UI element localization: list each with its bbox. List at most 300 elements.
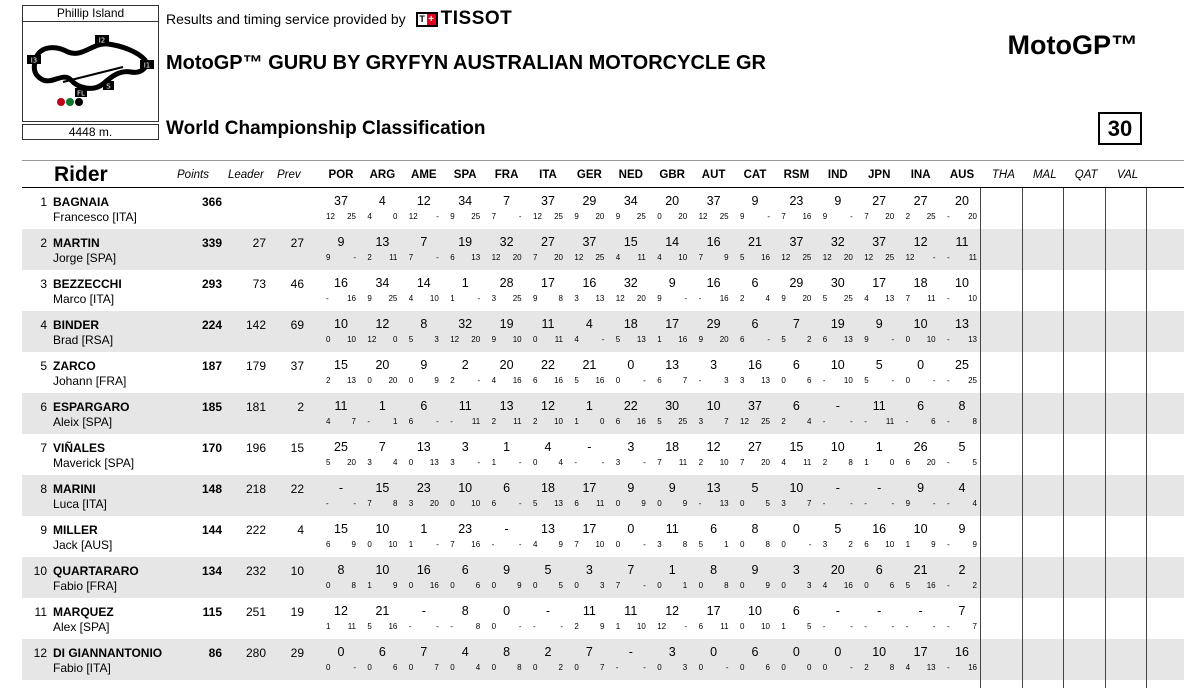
race-points: 25 (636, 212, 646, 221)
sprint-points: 0 (408, 663, 414, 672)
race-result-cell (694, 639, 734, 680)
table-row (22, 188, 1184, 229)
race-total-points: 32 (830, 235, 845, 249)
sprint-points: 9 (698, 335, 704, 344)
race-result-cell (652, 598, 692, 639)
race-column-header: THA (991, 169, 1015, 181)
race-total-points: 21 (748, 235, 762, 249)
race-column-header: GER (576, 169, 602, 181)
race-points: 25 (885, 253, 895, 262)
sprint-points: 3 (491, 294, 497, 303)
race-result-cell (362, 475, 402, 516)
race-total-points: 10 (375, 563, 390, 577)
race-points: 5 (806, 622, 812, 631)
race-points: 20 (554, 253, 563, 262)
sprint-points: - (698, 376, 702, 385)
race-result-cell (569, 516, 609, 557)
race-total-points: 16 (706, 276, 721, 290)
race-result-cell (528, 393, 568, 434)
sprint-points: 6 (450, 253, 455, 262)
rider-last-name: QUARTARARO (53, 564, 139, 578)
race-total-points: 9 (668, 276, 676, 290)
sprint-points: - (905, 417, 909, 426)
rider-gap-leader: 73 (252, 277, 266, 291)
rider-last-name: MILLER (53, 523, 98, 537)
race-total-points: 25 (955, 358, 969, 372)
race-total-points: 1 (420, 522, 428, 536)
sprint-points: 5 (408, 335, 414, 344)
race-points: 0 (392, 212, 398, 221)
race-result-cell (528, 270, 568, 311)
race-result-cell (735, 516, 775, 557)
sprint-points: 12 (326, 212, 335, 221)
race-column-header: QAT (1074, 169, 1098, 181)
column-divider (980, 188, 981, 688)
race-total-points: 7 (378, 440, 386, 454)
race-total-points: 9 (337, 235, 345, 249)
race-total-points: 6 (751, 276, 759, 290)
race-result-cell (652, 352, 692, 393)
race-points: - (353, 499, 356, 508)
race-total-points: 11 (955, 235, 969, 249)
rider-last-name: BEZZECCHI (53, 277, 122, 291)
race-points: - (850, 622, 853, 631)
sprint-points: - (822, 499, 826, 508)
race-points: 8 (889, 663, 895, 672)
sprint-points: 5 (367, 622, 372, 631)
race-result-cell (818, 188, 858, 229)
race-points: 8 (475, 622, 481, 631)
race-result-cell (445, 639, 485, 680)
race-points: - (891, 376, 895, 385)
race-points: 4 (475, 663, 481, 672)
race-points: 10 (471, 499, 481, 508)
race-total-points: 4 (585, 317, 593, 331)
sprint-points: 4 (491, 376, 497, 385)
sprint-points: 0 (491, 581, 497, 590)
rider-first-name: Fabio [ITA] (53, 661, 111, 675)
race-points: 9 (724, 253, 729, 262)
sprint-points: 5 (698, 540, 704, 549)
race-column-header: ITA (539, 169, 557, 181)
sprint-points: 1 (450, 294, 455, 303)
race-points: - (850, 212, 853, 221)
race-points: - (477, 458, 481, 467)
race-result-cell (445, 393, 485, 434)
sprint-points: 0 (698, 581, 704, 590)
race-points: 16 (678, 335, 688, 344)
race-points: 13 (595, 294, 605, 303)
race-points: - (684, 294, 688, 303)
race-total-points: 9 (834, 194, 842, 208)
race-points: 11 (596, 499, 605, 508)
race-total-points: 5 (834, 522, 842, 536)
race-points: 1 (392, 417, 398, 426)
sprint-points: 12 (615, 294, 625, 303)
race-total-points: 0 (627, 522, 635, 536)
race-column-header: FRA (494, 169, 519, 181)
race-result-cell (404, 311, 444, 352)
race-total-points: 0 (792, 522, 800, 536)
race-total-points: 13 (416, 440, 431, 454)
rider-gap-prev: 15 (290, 441, 304, 455)
sprint-points: - (326, 499, 329, 508)
race-result-cell (694, 393, 734, 434)
race-result-cell (652, 434, 692, 475)
race-points: - (643, 376, 646, 385)
race-result-cell (528, 229, 568, 270)
sprint-points: - (864, 417, 867, 426)
race-points: 9 (392, 581, 398, 590)
race-total-points: 0 (834, 645, 842, 659)
race-result-cell (569, 352, 609, 393)
sprint-points: 5 (822, 294, 828, 303)
sprint-points: 5 (781, 335, 786, 344)
race-points: - (891, 622, 895, 631)
race-total-points: 7 (627, 563, 635, 577)
sprint-points: 7 (533, 253, 538, 262)
race-total-points: 12 (913, 235, 928, 249)
race-points: - (436, 417, 439, 426)
race-points: 16 (429, 581, 439, 590)
race-result-cell (611, 598, 651, 639)
race-total-points: 6 (710, 522, 718, 536)
sprint-points: 2 (367, 253, 372, 262)
rider-gap-prev: 4 (297, 523, 304, 537)
race-total-points: 9 (875, 317, 883, 331)
race-result-cell (818, 639, 858, 680)
race-result-cell (694, 311, 734, 352)
race-total-points: - (835, 604, 840, 618)
race-result-cell (942, 434, 982, 475)
rider-gap-leader: 222 (245, 523, 266, 537)
race-result-cell (445, 475, 485, 516)
table-row (22, 639, 1184, 680)
race-total-points: 16 (872, 522, 887, 536)
race-total-points: 5 (544, 563, 552, 577)
race-points: - (518, 458, 522, 467)
race-total-points: 8 (337, 563, 345, 577)
sprint-points: 4 (822, 581, 828, 590)
sprint-points: 5 (326, 458, 331, 467)
race-total-points: 11 (624, 604, 638, 618)
race-total-points: 15 (789, 440, 804, 454)
rider-gap-prev: 19 (290, 605, 304, 619)
race-result-cell (321, 598, 361, 639)
sprint-points: 1 (574, 417, 579, 426)
sprint-points: 5 (657, 417, 662, 426)
race-total-points: 19 (458, 235, 473, 249)
rider-gap-leader: 179 (245, 359, 266, 373)
sprint-points: 4 (864, 294, 869, 303)
race-result-cell (776, 475, 816, 516)
sprint-points: 0 (367, 540, 372, 549)
race-total-points: - (545, 604, 551, 618)
race-total-points: 17 (541, 276, 555, 290)
race-result-cell (735, 475, 775, 516)
race-total-points: 37 (582, 235, 597, 249)
race-points: 1 (724, 540, 729, 549)
race-result-cell (445, 516, 485, 557)
race-result-cell (445, 557, 485, 598)
rider-points: 185 (201, 400, 222, 414)
race-result-cell (859, 229, 899, 270)
race-points: 13 (926, 663, 936, 672)
race-result-cell (735, 311, 775, 352)
race-total-points: 19 (499, 317, 514, 331)
race-points: 3 (434, 335, 439, 344)
race-result-cell (652, 516, 692, 557)
race-total-points: 17 (582, 481, 597, 495)
race-result-cell (487, 434, 527, 475)
sprint-points: 6 (533, 376, 538, 385)
race-points: 11 (347, 622, 356, 631)
sprint-points: 12 (822, 253, 832, 262)
race-points: 0 (392, 335, 398, 344)
race-total-points: 3 (710, 358, 718, 372)
sprint-points: - (450, 622, 453, 631)
rider-position: 3 (40, 277, 47, 291)
race-result-cell (735, 188, 775, 229)
race-total-points: 11 (872, 399, 886, 413)
race-total-points: 21 (582, 358, 597, 372)
race-result-cell (776, 311, 816, 352)
sprint-points: 12 (533, 212, 542, 221)
race-points: 16 (636, 417, 646, 426)
race-result-cell (404, 557, 444, 598)
race-points: 2 (972, 581, 977, 590)
table-row (22, 393, 1184, 434)
race-result-cell (694, 229, 734, 270)
race-points: 20 (678, 212, 688, 221)
race-column-header: ARG (369, 169, 396, 181)
sprint-points: 9 (615, 212, 621, 221)
sprint-points: 0 (533, 663, 538, 672)
sprint-points: 4 (574, 335, 579, 344)
race-total-points: 6 (751, 645, 759, 659)
race-points: - (891, 335, 895, 344)
race-result-cell (404, 393, 444, 434)
race-total-points: 9 (751, 194, 759, 208)
sprint-points: 12 (698, 212, 708, 221)
race-result-cell (487, 393, 527, 434)
race-result-cell (569, 229, 609, 270)
tissot-cross-icon: T + (416, 12, 438, 27)
race-points: 16 (512, 376, 522, 385)
race-points: 10 (595, 540, 605, 549)
race-points: 16 (802, 212, 812, 221)
race-total-points: 27 (872, 194, 887, 208)
race-points: 16 (968, 663, 977, 672)
rider-position: 5 (40, 359, 47, 373)
sprint-points: 12 (740, 417, 749, 426)
race-points: 11 (968, 253, 977, 262)
sprint-points: 12 (657, 622, 667, 631)
race-result-cell (528, 188, 568, 229)
race-points: 8 (517, 663, 522, 672)
race-total-points: 3 (627, 440, 635, 454)
rider-gap-prev: 37 (290, 359, 304, 373)
race-result-cell (859, 352, 899, 393)
race-result-cell (694, 475, 734, 516)
race-points: 25 (719, 212, 729, 221)
race-total-points: 0 (710, 645, 718, 659)
race-points: 5 (972, 458, 977, 467)
race-total-points: - (628, 645, 633, 659)
race-points: 9 (765, 581, 770, 590)
race-result-cell (362, 188, 402, 229)
race-points: 8 (682, 540, 688, 549)
race-column-header: RSM (783, 169, 810, 181)
race-result-cell (694, 188, 734, 229)
sprint-points: 2 (740, 294, 745, 303)
race-points: 25 (843, 294, 853, 303)
rider-last-name: DI GIANNANTONIO (53, 646, 163, 660)
sprint-points: - (947, 212, 950, 221)
race-points: 3 (599, 581, 605, 590)
sprint-points: 0 (781, 540, 786, 549)
race-points: 11 (554, 335, 563, 344)
race-total-points: 7 (420, 645, 428, 659)
race-result-cell (901, 311, 941, 352)
race-points: 8 (558, 294, 563, 303)
rider-position: 1 (40, 195, 47, 209)
column-divider (1022, 188, 1023, 688)
race-points: 6 (931, 417, 936, 426)
sprint-points: 3 (574, 294, 579, 303)
rider-gap-prev: 46 (290, 277, 304, 291)
track-map (22, 22, 159, 122)
sprint-points: 1 (491, 458, 497, 467)
rider-gap-leader: 181 (245, 400, 266, 414)
race-total-points: 9 (668, 481, 676, 495)
sprint-points: 6 (326, 540, 331, 549)
rider-last-name: BINDER (53, 318, 100, 332)
race-points: 20 (802, 294, 812, 303)
race-total-points: 14 (416, 276, 431, 290)
sprint-points: 0 (781, 581, 786, 590)
race-total-points: 22 (541, 358, 555, 372)
race-column-header: AUT (701, 169, 726, 181)
sprint-points: 1 (408, 540, 414, 549)
race-points: 7 (972, 622, 977, 631)
race-points: 8 (848, 458, 853, 467)
race-result-cell (652, 639, 692, 680)
race-total-points: 1 (461, 276, 469, 290)
sprint-points: 9 (491, 335, 497, 344)
race-result-cell (776, 393, 816, 434)
race-total-points: 0 (792, 645, 800, 659)
sprint-points: 1 (615, 622, 621, 631)
track-label-fl: FL (77, 89, 85, 98)
race-points: - (891, 499, 895, 508)
race-points: 16 (388, 622, 398, 631)
sprint-points: 9 (574, 212, 579, 221)
race-result-cell (321, 188, 361, 229)
race-total-points: 5 (958, 440, 966, 454)
race-total-points: 11 (334, 399, 348, 413)
sprint-points: 5 (533, 499, 538, 508)
race-total-points: 37 (789, 235, 804, 249)
race-total-points: 6 (917, 399, 925, 413)
race-result-cell (901, 557, 941, 598)
race-result-cell (652, 557, 692, 598)
race-points: 6 (889, 581, 895, 590)
race-total-points: 8 (461, 604, 469, 618)
sprint-points: - (947, 335, 950, 344)
race-total-points: 7 (585, 645, 593, 659)
sprint-points: 6 (657, 376, 662, 385)
race-result-cell (901, 516, 941, 557)
race-total-points: 16 (748, 358, 762, 372)
race-result-cell (942, 557, 982, 598)
race-result-cell (611, 434, 651, 475)
sprint-points: 5 (574, 376, 579, 385)
sprint-points: 9 (740, 212, 745, 221)
race-total-points: 3 (585, 563, 593, 577)
race-result-cell (735, 434, 775, 475)
race-points: 10 (429, 294, 439, 303)
race-result-cell (569, 434, 609, 475)
race-points: 20 (429, 499, 439, 508)
sprint-points: 5 (740, 253, 745, 262)
sprint-points: 2 (574, 622, 579, 631)
race-total-points: 12 (416, 194, 431, 208)
sprint-points: - (947, 417, 950, 426)
race-total-points: 6 (420, 399, 428, 413)
race-result-cell (569, 393, 609, 434)
sprint-points: 5 (864, 376, 869, 385)
sprint-points: 0 (657, 499, 662, 508)
race-total-points: 29 (582, 194, 597, 208)
race-result-cell (942, 270, 982, 311)
race-result-cell (942, 393, 982, 434)
sprint-points: 7 (864, 212, 869, 221)
race-points: 11 (927, 294, 936, 303)
race-total-points: 4 (544, 440, 552, 454)
race-points: 10 (843, 376, 853, 385)
rider-last-name: ZARCO (53, 359, 96, 373)
race-points: - (601, 458, 605, 467)
sprint-points: 0 (657, 581, 662, 590)
race-points: - (436, 212, 439, 221)
race-result-cell (528, 352, 568, 393)
sprint-points: - (947, 622, 950, 631)
race-result-cell (321, 311, 361, 352)
race-points: 8 (765, 540, 770, 549)
race-total-points: 25 (334, 440, 348, 454)
race-total-points: 7 (958, 604, 966, 618)
sprint-points: 12 (450, 335, 460, 344)
race-total-points: 32 (499, 235, 514, 249)
sprint-points: 0 (574, 663, 579, 672)
sprint-points: 7 (408, 253, 414, 262)
race-column-header: IND (827, 169, 848, 181)
race-points: - (518, 540, 522, 549)
sprint-points: 7 (615, 581, 621, 590)
race-total-points: 21 (375, 604, 390, 618)
race-points: 10 (678, 253, 688, 262)
race-total-points: 5 (751, 481, 759, 495)
race-result-cell (859, 639, 899, 680)
race-result-cell (901, 352, 941, 393)
sprint-points: 12 (367, 335, 377, 344)
race-total-points: 37 (748, 399, 762, 413)
race-result-cell (776, 270, 816, 311)
race-column-header: CAT (743, 169, 767, 181)
race-points: 25 (554, 212, 563, 221)
race-points: 7 (351, 417, 356, 426)
